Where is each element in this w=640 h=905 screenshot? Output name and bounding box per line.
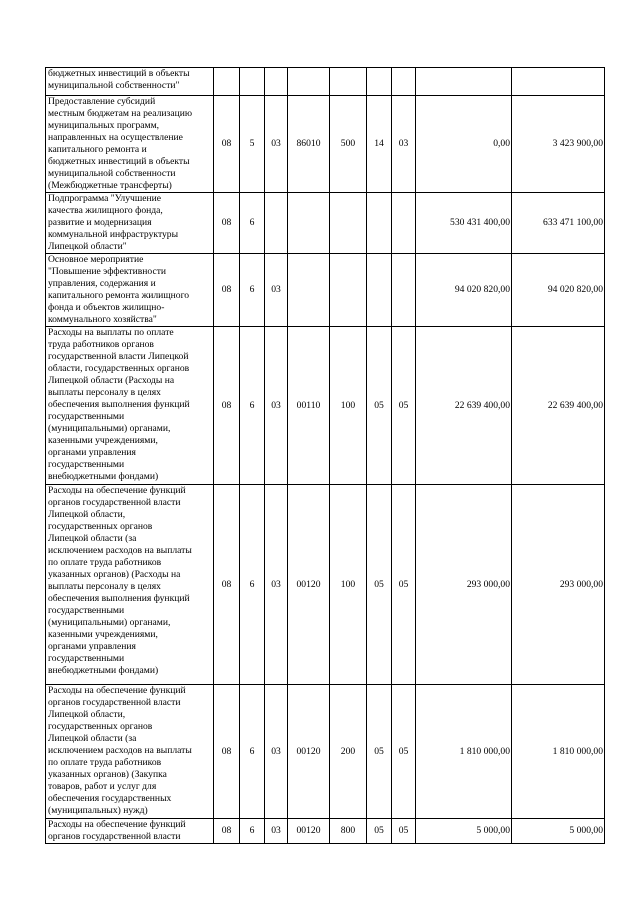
code-c2: 6: [240, 327, 265, 485]
description-line: казенными учреждениями,: [48, 435, 158, 446]
description-line: развитие и модернизация: [48, 217, 152, 228]
code-c6: 05: [367, 685, 392, 819]
amount-v2: 633 471 100,00: [512, 193, 605, 254]
description-line: области, государственных органов: [48, 363, 190, 374]
description-line: бюджетных инвестиций в объекты: [48, 68, 190, 79]
code-c5: 200: [330, 685, 367, 819]
description-line: муниципальной собственности: [48, 168, 176, 179]
description-line: коммунальной инфраструктуры: [48, 229, 179, 240]
code-c6: [367, 254, 392, 327]
description-line: капитального ремонта жилищного: [48, 290, 190, 301]
code-c3: 03: [265, 485, 288, 685]
table-row: [46, 68, 605, 96]
amount-v2: 22 639 400,00: [512, 327, 605, 485]
code-c1: 08: [214, 193, 240, 254]
description-line: направленных на осуществление: [48, 132, 183, 143]
code-c2: 6: [240, 685, 265, 819]
description-line: государственными: [48, 605, 125, 616]
description-line: (муниципальными) органами,: [48, 617, 171, 628]
amount-v2: 293 000,00: [512, 485, 605, 685]
code-c1: 08: [214, 819, 240, 844]
description-line: органов государственной власти: [48, 831, 181, 842]
description-line: Подпрограмма "Улучшение: [48, 193, 161, 204]
description-line: Расходы на обеспечение функций: [48, 819, 186, 830]
description-line: выплаты персоналу в целях: [48, 387, 161, 398]
description-line: органов государственной власти: [48, 497, 181, 508]
description-line: исключением расходов на выплаты: [48, 745, 192, 756]
amount-v1: 22 639 400,00: [416, 327, 512, 485]
code-c2: 6: [240, 485, 265, 685]
description-line: качества жилищного фонда,: [48, 205, 163, 216]
code-c7: 05: [392, 685, 416, 819]
code-c6: 05: [367, 485, 392, 685]
description-line: фонда и объектов жилищно-: [48, 302, 165, 313]
description-line: Липецкой области": [48, 241, 127, 252]
code-c4: [288, 254, 330, 327]
budget-table: [45, 67, 605, 844]
description-line: Предоставление субсидий: [48, 96, 156, 107]
code-c5: [330, 68, 367, 96]
description-line: Расходы на выплаты по оплате: [48, 327, 174, 338]
description-line: указанных органов) (Расходы на: [48, 569, 181, 580]
description-line: по оплате труда работников: [48, 757, 162, 768]
code-c5: 800: [330, 819, 367, 844]
description-line: государственных органов: [48, 521, 153, 532]
description-line: местным бюджетам на реализацию: [48, 108, 193, 119]
amount-v1: 94 020 820,00: [416, 254, 512, 327]
amount-v2: [512, 68, 605, 96]
code-c6: 05: [367, 819, 392, 844]
table-row: [46, 819, 605, 844]
code-c3: [265, 193, 288, 254]
code-c2: 6: [240, 819, 265, 844]
description-line: Расходы на обеспечение функций: [48, 685, 186, 696]
code-c6: [367, 68, 392, 96]
code-c7: 05: [392, 327, 416, 485]
description-line: Липецкой области,: [48, 509, 126, 520]
table-body: [46, 68, 605, 844]
code-c6: [367, 193, 392, 254]
description-line: государственной власти Липецкой: [48, 351, 189, 362]
code-c2: [240, 68, 265, 96]
row-description: [46, 96, 214, 193]
code-c5: [330, 254, 367, 327]
table-row: [46, 327, 605, 485]
code-c3: 03: [265, 685, 288, 819]
code-c4: 00110: [288, 327, 330, 485]
amount-v1: 530 431 400,00: [416, 193, 512, 254]
amount-v1: 1 810 000,00: [416, 685, 512, 819]
description-line: государственными: [48, 459, 125, 470]
row-description: [46, 193, 214, 254]
description-line: органами управления: [48, 641, 136, 652]
table-row: [46, 685, 605, 819]
code-c7: [392, 193, 416, 254]
amount-v1: 0,00: [416, 96, 512, 193]
description-line: обеспечения выполнения функций: [48, 399, 190, 410]
description-line: государственными: [48, 411, 125, 422]
description-line: государственными: [48, 653, 125, 664]
code-c3: 03: [265, 819, 288, 844]
code-c5: [330, 193, 367, 254]
code-c7: 05: [392, 819, 416, 844]
code-c3: 03: [265, 327, 288, 485]
description-line: Липецкой области (за: [48, 733, 137, 744]
description-line: Липецкой области,: [48, 709, 126, 720]
row-description: [46, 685, 214, 819]
code-c7: [392, 68, 416, 96]
description-line: капитального ремонта и: [48, 144, 147, 155]
description-line: органов государственной власти: [48, 697, 181, 708]
description-line: исключением расходов на выплаты: [48, 545, 192, 556]
description-line: труда работников органов: [48, 339, 154, 350]
amount-v1: 293 000,00: [416, 485, 512, 685]
description-line: по оплате труда работников: [48, 557, 162, 568]
row-description: [46, 819, 214, 844]
description-line: обеспечения государственных: [48, 793, 172, 804]
amount-v2: 94 020 820,00: [512, 254, 605, 327]
description-line: (муниципальными) органами,: [48, 423, 171, 434]
description-line: муниципальной собственности": [48, 80, 180, 91]
code-c1: [214, 68, 240, 96]
code-c4: 00120: [288, 819, 330, 844]
description-line: Липецкой области (за: [48, 533, 137, 544]
row-description: [46, 68, 214, 96]
description-line: (муниципальных) нужд): [48, 805, 148, 816]
code-c1: 08: [214, 254, 240, 327]
amount-v2: 1 810 000,00: [512, 685, 605, 819]
description-line: казенными учреждениями,: [48, 629, 158, 640]
description-line: внебюджетными фондами): [48, 471, 159, 482]
table-row: [46, 96, 605, 193]
code-c1: 08: [214, 685, 240, 819]
description-line: управления, содержания и: [48, 278, 156, 289]
code-c2: 6: [240, 193, 265, 254]
code-c4: 00120: [288, 485, 330, 685]
row-description: [46, 485, 214, 685]
amount-v1: [416, 68, 512, 96]
code-c4: 86010: [288, 96, 330, 193]
code-c3: 03: [265, 254, 288, 327]
code-c7: 05: [392, 485, 416, 685]
description-line: Липецкой области (Расходы на: [48, 375, 175, 386]
description-line: указанных органов) (Закупка: [48, 769, 167, 780]
code-c4: [288, 193, 330, 254]
description-line: внебюджетными фондами): [48, 665, 159, 676]
code-c1: 08: [214, 327, 240, 485]
code-c5: 100: [330, 327, 367, 485]
table-row: [46, 254, 605, 327]
code-c2: 6: [240, 254, 265, 327]
code-c4: 00120: [288, 685, 330, 819]
code-c6: 05: [367, 327, 392, 485]
code-c3: 03: [265, 96, 288, 193]
description-line: Расходы на обеспечение функций: [48, 485, 186, 496]
description-line: Основное мероприятие: [48, 254, 144, 265]
description-line: бюджетных инвестиций в объекты: [48, 156, 190, 167]
row-description: [46, 254, 214, 327]
description-line: (Межбюджетные трансферты): [48, 180, 172, 191]
description-line: выплаты персоналу в целях: [48, 581, 161, 592]
code-c5: 100: [330, 485, 367, 685]
description-line: обеспечения выполнения функций: [48, 593, 190, 604]
code-c7: [392, 254, 416, 327]
amount-v2: 5 000,00: [512, 819, 605, 844]
code-c2: 5: [240, 96, 265, 193]
description-line: органами управления: [48, 447, 136, 458]
code-c4: [288, 68, 330, 96]
code-c5: 500: [330, 96, 367, 193]
description-line: товаров, работ и услуг для: [48, 781, 157, 792]
row-description: [46, 327, 214, 485]
amount-v2: 3 423 900,00: [512, 96, 605, 193]
description-line: "Повышение эффективности: [48, 266, 167, 277]
code-c6: 14: [367, 96, 392, 193]
code-c7: 03: [392, 96, 416, 193]
description-line: государственных органов: [48, 721, 153, 732]
table-row: [46, 485, 605, 685]
table-row: [46, 193, 605, 254]
description-line: муниципальных программ,: [48, 120, 160, 131]
description-line: коммунального хозяйства": [48, 314, 157, 325]
code-c1: 08: [214, 485, 240, 685]
code-c3: [265, 68, 288, 96]
code-c1: 08: [214, 96, 240, 193]
amount-v1: 5 000,00: [416, 819, 512, 844]
